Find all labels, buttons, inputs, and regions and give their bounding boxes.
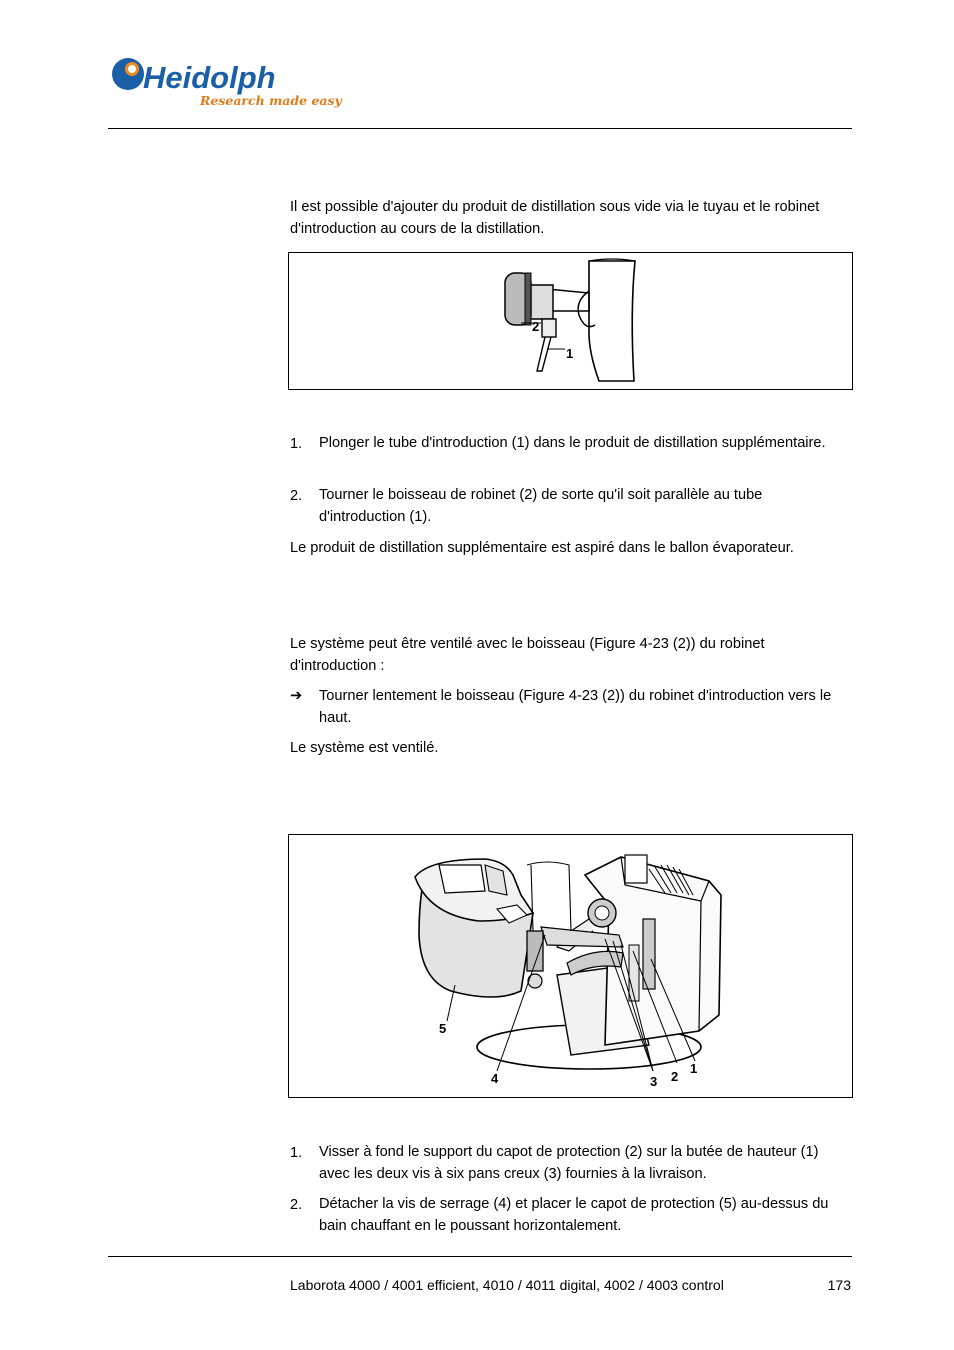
step-number: 2.: [290, 488, 303, 504]
footer-divider: [108, 1256, 852, 1257]
arrow-right-icon: ➔: [290, 688, 303, 704]
step-text: Plonger le tube d'introduction (1) dans le produit de distillation supplémentaire.: [319, 435, 826, 451]
figure-stopcock: [288, 252, 853, 390]
stopcock-illustration: [289, 253, 852, 389]
step-number: 1.: [290, 436, 303, 452]
logo-wordmark: Heidolph: [143, 60, 276, 95]
intro-paragraph: Il est possible d'ajouter du produit de distillation sous vide via le tuyau et le robinet d'introduction au cours de la distillation.: [290, 199, 820, 237]
step-text: Tourner le boisseau de robinet (2) de sorte qu'il soit parallèle au tube d'introduction (1).: [319, 487, 763, 525]
result-paragraph: Le produit de distillation supplémentaire est aspiré dans le ballon évaporateur.: [290, 540, 794, 556]
logo-graphic: [108, 50, 342, 114]
callout-2: 2: [671, 1069, 679, 1084]
callout-4: 4: [491, 1071, 499, 1086]
step-number: 2.: [290, 1197, 303, 1213]
step-text: Détacher la vis de serrage (4) et placer le capot de protection (5) au-dessus du bain chauffant en le poussant horizontalement.: [319, 1196, 829, 1234]
ventilation-intro: Le système peut être ventilé avec le boisseau (Figure 4-23 (2)) du robinet d'introduction :: [290, 636, 765, 674]
logo-tagline: Research made easy: [200, 93, 342, 108]
ventilation-result: Le système est ventilé.: [290, 740, 439, 756]
header-divider: [108, 128, 852, 129]
callout-2: 2: [532, 319, 540, 334]
callout-1: 1: [566, 346, 574, 361]
step-text: Visser à fond le support du capot de protection (2) sur la butée de hauteur (1) avec les deux vis à six pans creux (3) fournies à la livraison.: [319, 1144, 819, 1182]
callout-3: 3: [650, 1074, 658, 1089]
bullet-text: Tourner lentement le boisseau (Figure 4-23 (2)) du robinet d'introduction vers le haut.: [319, 688, 832, 726]
callout-5: 5: [439, 1021, 447, 1036]
step-number: 1.: [290, 1145, 303, 1161]
heidolph-logo: [108, 50, 342, 114]
footer-doc-title: Laborota 4000 / 4001 efficient, 4010 / 4011 digital, 4002 / 4003 control: [290, 1277, 724, 1293]
page-number: 173: [827, 1277, 851, 1293]
callout-1: 1: [690, 1061, 698, 1076]
figure-protective-cover: [288, 834, 853, 1098]
protective-cover-illustration: [289, 835, 852, 1097]
